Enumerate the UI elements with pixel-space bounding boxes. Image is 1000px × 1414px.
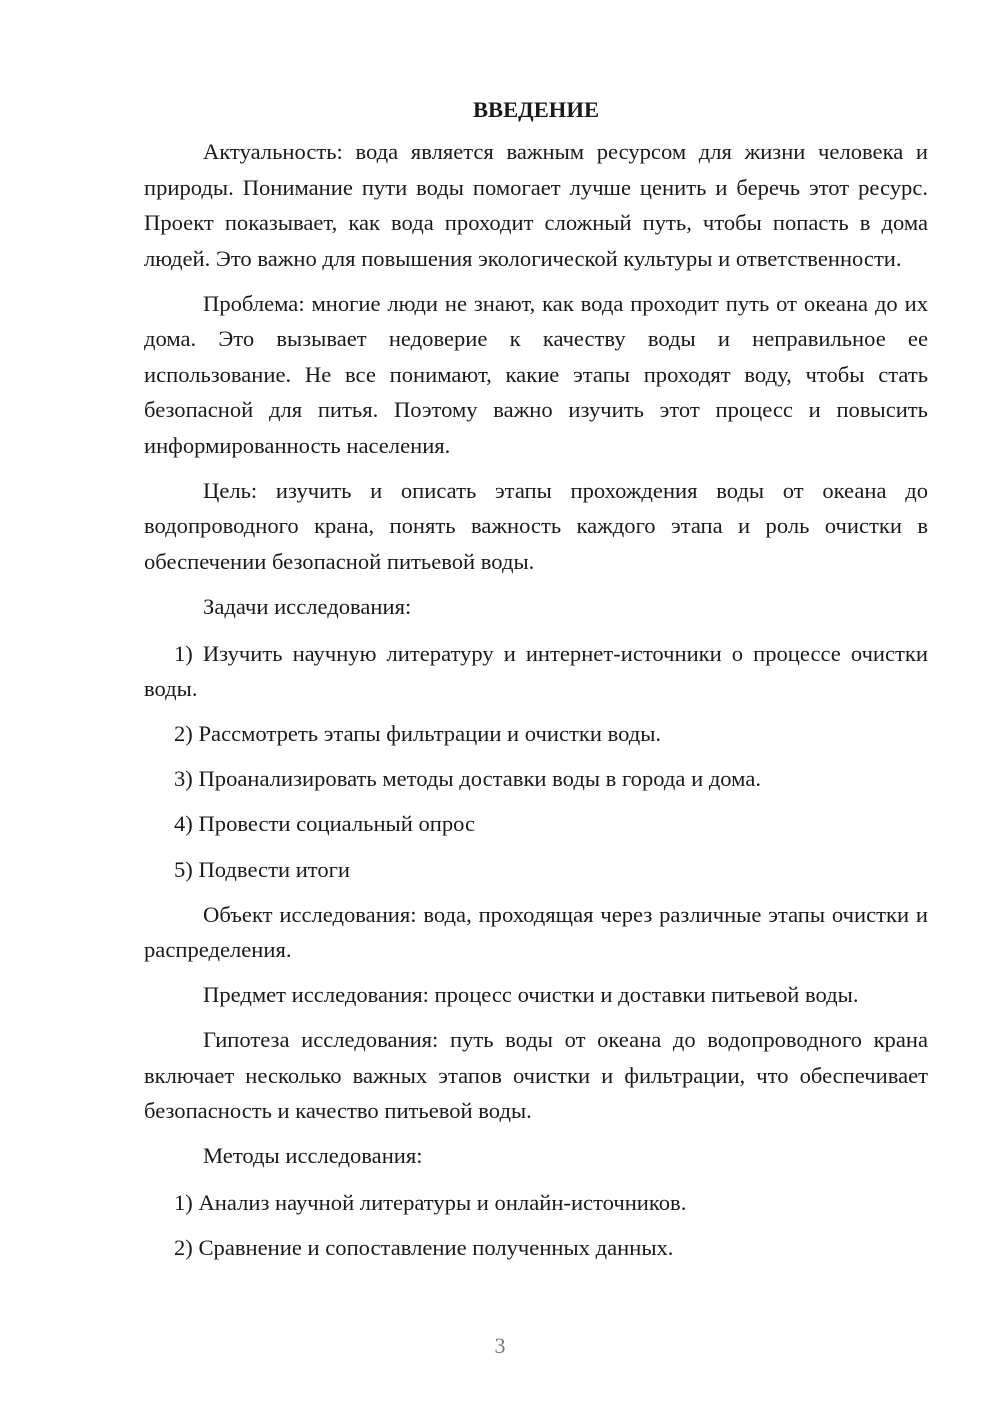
page-number: 3: [494, 1333, 506, 1358]
page-content: [144, 92, 928, 1276]
paragraph-problem: Проблема: многие люди не знают, как вода проходит путь от океана до их дома. Это вызывает недоверие к качеству воды и неправильное ее использование. Не все понимают, какие этапы проходят воду, чтобы стать безопасной для питья. Поэтому важно изучить этот процесс и повысить информированность населения.: [144, 290, 928, 458]
method-item: 2) Сравнение и сопоставление полученных данных.: [174, 1235, 674, 1261]
paragraph-hypothesis: Гипотеза исследования: путь воды от океана до водопроводного крана включает несколько важных этапов очистки и фильтрации, что обеспечивает безопасность и качество питьевой воды.: [144, 1027, 928, 1124]
task-item: 4) Провести социальный опрос: [174, 811, 476, 837]
paragraph-object: Объект исследования: вода, проходящая через различные этапы очистки и распределения.: [144, 901, 928, 963]
task-item: 3) Проанализировать методы доставки воды в города и дома.: [174, 766, 761, 792]
section-title: ВВЕДЕНИЕ: [472, 97, 600, 122]
paragraph-goal: Цель: изучить и описать этапы прохождения воды от океана до водопроводного крана, понять важность каждого этапа и роль очистки в обеспечении безопасной питьевой воды.: [144, 477, 928, 574]
tasks-heading: Задачи исследования:: [203, 593, 412, 619]
task-item: 2) Рассмотреть этапы фильтрации и очистки воды.: [174, 721, 662, 747]
method-item: 1) Анализ научной литературы и онлайн-источников.: [174, 1190, 687, 1216]
task-item: 1) Изучить научную литературу и интернет-источники о процессе очистки воды.: [144, 640, 928, 702]
task-item: 5) Подвести итоги: [174, 856, 351, 882]
paragraph-subject: Предмет исследования: процесс очистки и доставки питьевой воды.: [203, 982, 859, 1008]
paragraph-relevance: Актуальность: вода является важным ресурсом для жизни человека и природы. Понимание пути воды помогает лучше ценить и беречь этот ресурс. Проект показывает, как вода проходит сложный путь, чтобы попасть в дома людей. Это важно для повышения экологической культуры и ответственности.: [144, 139, 928, 271]
methods-heading: Методы исследования:: [203, 1143, 423, 1169]
